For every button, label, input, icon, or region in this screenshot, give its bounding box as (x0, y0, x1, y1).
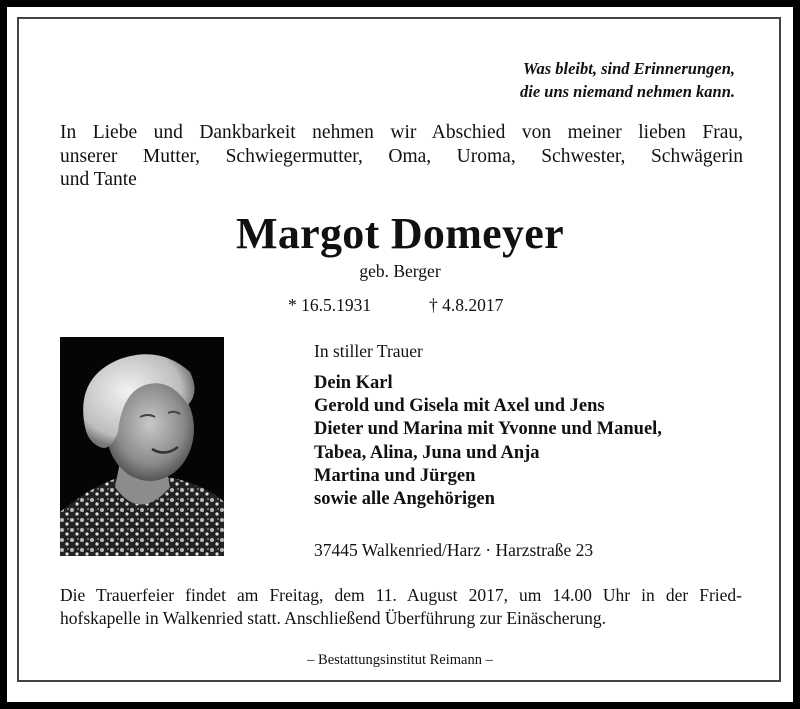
mourner-entry: sowie alle Angehörigen (314, 489, 495, 510)
motto-line: die uns niemand nehmen kann. (519, 82, 735, 101)
birth-date: * 16.5.1931 (288, 295, 372, 315)
ceremony-line: hofskapelle in Walkenried statt. Anschließend Überführung zur Einäscherung. (60, 608, 606, 628)
motto-quote (520, 57, 735, 103)
mourner-entry: Tabea, Alina, Juna und Anja (314, 442, 540, 463)
mourner-entry: Martina und Jürgen (314, 465, 476, 486)
mourner-entry: Dein Karl (314, 373, 393, 393)
mourning-heading: In stiller Trauer (314, 341, 423, 361)
portrait-image (60, 337, 224, 556)
death-date: † 4.8.2017 (429, 295, 504, 315)
mourners-list (314, 372, 662, 511)
intro-line: unserer Mutter, Schwiegermutter, Oma, Uroma, Schwester, Schwägerin (60, 145, 743, 167)
intro-line: und Tante (60, 169, 137, 190)
intro-paragraph (60, 121, 743, 192)
family-address: 37445 Walkenried/Harz · Harzstraße 23 (314, 540, 594, 560)
maiden-name: geb. Berger (359, 261, 441, 281)
mourner-entry: Gerold und Gisela mit Axel und Jens (314, 396, 605, 417)
deceased-name: Margot Domeyer (236, 209, 564, 258)
motto-line: Was bleibt, sind Erinnerungen, (523, 59, 735, 78)
ceremony-line: Die Trauerfeier findet am Freitag, dem 11. August 2017, um 14.00 Uhr in der Fried- (60, 585, 742, 605)
ceremony-details (60, 584, 742, 630)
intro-line: In Liebe und Dankbarkeit nehmen wir Abschied von meiner lieben Frau, (60, 122, 743, 143)
funeral-home: – Bestattungsinstitut Reimann – (307, 652, 493, 668)
portrait-photo (60, 337, 224, 556)
mourner-entry: Dieter und Marina mit Yvonne und Manuel, (314, 419, 662, 440)
